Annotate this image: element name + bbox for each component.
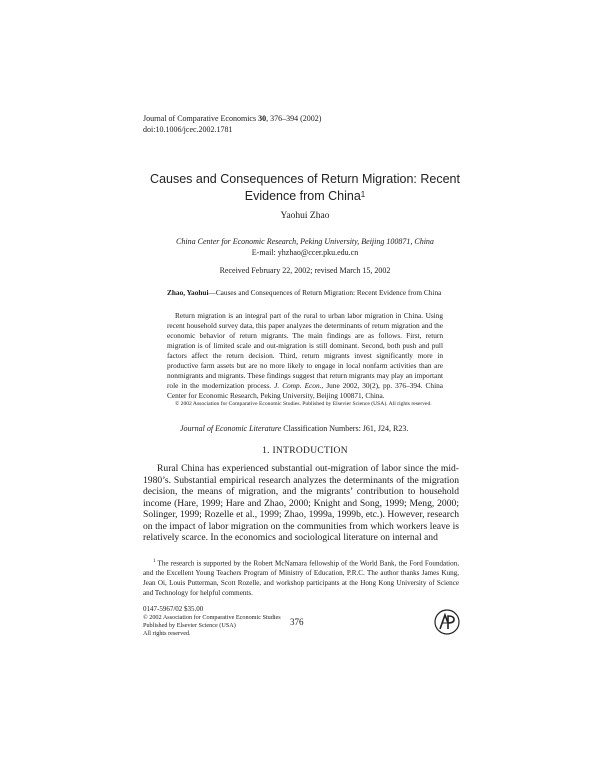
journal-header [143,113,443,135]
doi-link[interactable]: doi:10.1006/jcec.2002.1781 [143,125,233,134]
author-email[interactable]: E-mail: yhzhao@ccer.pku.edu.cn [251,248,359,257]
footnote-mark: 1 [153,559,156,564]
affiliation-institution: China Center for Economic Research, Peking University, Beijing 100871, China [176,237,434,246]
journal-volume: 30 [258,114,267,123]
author-name: Yaohui Zhao [280,211,330,221]
abstract: Return migration is an integral part of the rural to urban labor migration in China. Using recent household survey data, this paper analyzes the determinants of return migration and the economic behavior of return migrants. The main findings are as follows. First, return migration is of limited scale and out-migration is still dominant. Second, both push and pull factors affect the return decision. Third, return migrants invest significantly more in productive farm assets but are no more likely to engage in local nonfarm activities than are nonmigrants and migrants. These findings suggest that return migrants may play an important role in the modernization process. J. Comp. Econ., June 2002, 30(2), pp. 376–394. China Center for Economic Research, Peking University, Beijing 100871, China. [167,311,443,400]
section-heading: 1. INTRODUCTION [262,446,348,456]
footnote: $^1$ The research is supported by the Robert McNamara fellowship of the World Bank, the Ford Foundation, and the Excellent Young Teachers Program of Ministry of Education, P.R.C. The author thanks James Kung, Jean Oi, Louis Putterman, Scott Rozelle, and workshop participants at the Hong Kong University of Science and Technology for helpful comments. [143,559,459,598]
title-footnote-mark[interactable]: 1 [360,190,366,199]
abstract-journal-ref: J. Comp. Econ. [274,381,322,390]
article-citation: Zhao, Yaohui—Causes and Consequences of Return Migration: Recent Evidence from China [167,288,442,297]
body-paragraph: Rural China has experienced substantial out-migration of labor since the mid-1980’s. Substantial empirical research analyzes the determinants of the migration decision, the means of migration, and the migrants’ contribution to household income (Hare, 1999; Hare and Zhao, 2000; Knight and Song, 1999; Meng, 2000; Solinger, 1999; Rozelle et al., 1999; Zhao, 1999a, 1999b, etc.). However, research on the impact of labor migration on the communities from which workers leave is relatively scarce. In the economics and sociological literature on internal and [143,463,459,543]
journal-citation: Journal of Comparative Economics 30, 376–394 (2002) [143,114,322,123]
abstract-copyright: © 2002 Association for Comparative Economic Studies. Published by Elsevier Science (USA). All rights reserved. [175,401,432,407]
issn: 0147-5967/02 $35.00 [143,605,204,613]
jel-classification: Journal of Economic Literature Classification Numbers: J61, J24, R23. [180,424,409,433]
received-dates: Received February 22, 2002; revised March 15, 2002 [219,266,391,275]
ap-logo-icon [434,609,460,635]
paper-title: Causes and Consequences of Return Migration: Recent Evidence from China$^1$ [150,172,460,203]
author-affiliation [120,236,490,258]
bottom-publisher-info: 0147-5967/02 $35.00 © 2002 Association for Comparative Economic Studies Published by Elsevier Science (USA) All rights reserved. [143,605,303,638]
page-number: 376 [290,617,304,627]
citation-author: Zhao, Yaohui [167,288,209,297]
